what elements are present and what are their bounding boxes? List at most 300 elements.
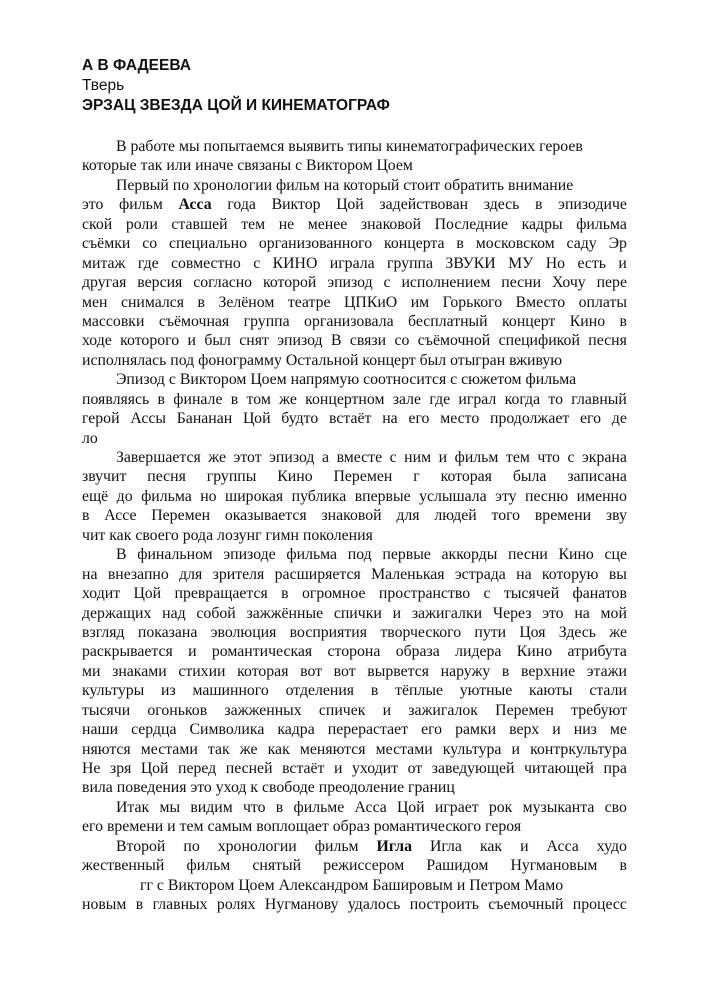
- word: менее: [307, 215, 348, 233]
- word: оплаты: [578, 293, 627, 311]
- word: но: [200, 487, 217, 505]
- word: задействован: [379, 196, 469, 214]
- word: от: [407, 760, 423, 777]
- word: лидера: [455, 643, 502, 661]
- word: играет: [434, 798, 479, 816]
- word: группы: [206, 468, 257, 486]
- word: согласно: [193, 274, 253, 292]
- word: огоньков: [147, 701, 208, 719]
- word: местами: [375, 740, 433, 758]
- word: песня: [588, 332, 627, 350]
- word: роли: [125, 215, 158, 233]
- text-line: Первый по хронологии фильм на который стоит обратить внимание: [116, 176, 574, 194]
- word: съемочный: [488, 896, 564, 914]
- word: Перемен: [151, 507, 211, 525]
- word: митаж: [82, 254, 126, 272]
- word: играл: [458, 390, 497, 408]
- text-line: [82, 467, 627, 486]
- word: по: [183, 837, 200, 855]
- word: съёмочная: [158, 312, 230, 330]
- word: эпизод: [327, 274, 373, 292]
- word: же: [239, 740, 258, 758]
- word: же: [279, 390, 297, 408]
- word: меняются: [299, 740, 366, 758]
- text-line: [82, 254, 627, 273]
- word: снят: [239, 332, 269, 350]
- word: эпизодиче: [558, 196, 627, 214]
- word: держащих: [82, 604, 152, 622]
- word: на: [574, 604, 590, 622]
- word: Через: [492, 604, 532, 622]
- word: местами: [140, 740, 198, 758]
- word: в: [456, 235, 464, 253]
- word: Кино: [558, 546, 594, 564]
- word: пространство: [378, 585, 471, 603]
- word: организованного: [258, 235, 373, 253]
- word: вместе: [336, 449, 383, 466]
- word: Асса: [546, 837, 579, 855]
- word: песня: [147, 468, 186, 486]
- word: которую: [541, 565, 599, 583]
- word: Но: [545, 254, 566, 272]
- text-line: исполнялась под фонограмму Остальной концерт был отыгран вживую: [82, 351, 563, 369]
- word: концерта: [384, 235, 445, 253]
- word: же: [609, 623, 627, 641]
- word: с: [253, 254, 261, 272]
- word: и: [552, 721, 561, 739]
- word: рамки: [455, 721, 497, 739]
- word: Кино: [516, 643, 553, 661]
- word: так: [207, 740, 230, 758]
- word: собой: [196, 604, 236, 622]
- text-line: [82, 331, 627, 350]
- word: будто: [281, 410, 319, 428]
- word: и: [382, 701, 392, 719]
- word: Игла: [429, 837, 462, 855]
- word: Нугманову: [264, 896, 339, 914]
- word: Вместо: [515, 293, 566, 311]
- word: ним: [404, 449, 432, 466]
- word: Цой: [242, 410, 271, 428]
- word: главных: [152, 896, 208, 914]
- word: где: [137, 254, 159, 272]
- word: сторона: [327, 643, 381, 661]
- word: музыканта: [522, 798, 595, 816]
- word: каюты: [528, 682, 573, 700]
- word: в: [281, 585, 289, 603]
- word: новым: [82, 896, 127, 914]
- word: то: [548, 390, 563, 408]
- word: есть: [577, 254, 606, 272]
- word: того: [491, 507, 521, 525]
- word: и: [188, 643, 197, 661]
- word: Цой: [336, 196, 364, 214]
- word: над: [162, 604, 186, 622]
- word: играла: [329, 254, 375, 272]
- text-line: [82, 895, 627, 914]
- word: на: [82, 565, 98, 583]
- word: песни: [508, 546, 548, 564]
- word: впервые: [354, 487, 411, 505]
- word: ходит: [82, 585, 121, 603]
- word: была: [512, 468, 547, 486]
- text-line: [82, 662, 627, 681]
- word: Кино: [277, 468, 313, 486]
- word: звучит: [82, 468, 127, 486]
- word: этот: [233, 449, 262, 466]
- word: оказывается: [224, 507, 307, 525]
- word: пра: [603, 760, 627, 777]
- word: в: [82, 507, 90, 525]
- word: же: [208, 449, 227, 466]
- word: Ассы: [130, 410, 166, 428]
- word: что: [242, 798, 266, 816]
- word: наружу: [440, 662, 491, 680]
- word: и: [438, 449, 448, 466]
- word: режиссером: [323, 857, 405, 875]
- word: на: [516, 565, 532, 583]
- word: для: [179, 565, 203, 583]
- word: низ: [573, 721, 597, 739]
- word: превращается: [174, 585, 268, 603]
- word: со: [142, 235, 158, 253]
- article-body: [82, 137, 627, 915]
- word: концертном: [305, 390, 385, 408]
- word: и: [520, 837, 529, 855]
- word: широкая: [225, 487, 284, 505]
- word: г: [413, 468, 420, 486]
- word: встаёт: [329, 410, 372, 428]
- word: огромное: [302, 585, 366, 603]
- word: Нугмановым: [510, 857, 598, 875]
- text-line: вила поведения это уход к свободе преодоление границ: [82, 779, 455, 797]
- word: Цой: [133, 585, 162, 603]
- text-line: [82, 681, 627, 700]
- word: версия: [137, 274, 183, 292]
- text-line: [82, 642, 627, 661]
- word: образа: [395, 643, 440, 661]
- word: здесь: [483, 196, 520, 214]
- word: с: [483, 585, 491, 603]
- word: снимался: [120, 293, 185, 311]
- word: Цой: [397, 798, 425, 816]
- word: Цоя: [519, 623, 546, 641]
- text-line: [82, 293, 627, 312]
- text-line: [82, 740, 627, 759]
- word: няются: [82, 740, 131, 758]
- word: Завершается: [116, 449, 201, 466]
- word: тем: [505, 449, 530, 466]
- word: сце: [604, 546, 627, 564]
- word: в: [230, 390, 239, 408]
- word: восприятия: [289, 623, 368, 641]
- word: которой: [262, 274, 317, 292]
- text-line: чит как своего рода лозунг гимн поколения: [82, 526, 373, 544]
- word: Эр: [608, 235, 627, 253]
- word: кадра: [277, 721, 315, 739]
- word: культуры: [82, 682, 145, 700]
- word: кадры: [521, 215, 563, 233]
- word: рок: [488, 798, 513, 816]
- word: сво: [604, 798, 627, 816]
- word: мен: [82, 293, 108, 311]
- text-line: гг с Виктором Цоем Александром Башировым и Петром Мамо: [140, 876, 564, 894]
- word: эпизоде: [223, 546, 276, 564]
- word: времени: [534, 507, 592, 525]
- word: что: [537, 449, 560, 466]
- word: встаёт: [282, 760, 325, 777]
- word: года: [227, 196, 256, 214]
- word: на: [382, 410, 398, 428]
- word: когда: [504, 390, 541, 408]
- text-line: [82, 623, 627, 642]
- word: зажжённые: [246, 604, 324, 622]
- word: ролях: [216, 896, 256, 914]
- text-line: [82, 195, 627, 214]
- word: театре: [287, 293, 331, 311]
- word: для: [396, 507, 420, 525]
- word: Зелёном: [218, 293, 275, 311]
- word: Асса: [354, 798, 387, 816]
- text-line: [82, 584, 627, 603]
- word: культура: [442, 740, 502, 758]
- text-line: [82, 545, 627, 564]
- word: Цой: [140, 760, 169, 777]
- word: МУ: [508, 254, 534, 272]
- word: Виктор: [271, 196, 321, 214]
- word: и: [511, 740, 520, 758]
- word: а: [322, 449, 330, 466]
- word: до: [116, 487, 133, 505]
- text-line: его времени и тем самым воплощает образ романтического героя: [82, 818, 522, 836]
- word: заведующей: [431, 760, 515, 777]
- text-line: [82, 273, 627, 292]
- text-line: [82, 798, 627, 817]
- word: Асса: [178, 196, 212, 214]
- word: удалось: [347, 896, 401, 914]
- word: зажигалок: [408, 701, 478, 719]
- word: худо: [596, 837, 627, 855]
- word: фильм: [186, 857, 231, 875]
- text-line: [82, 234, 627, 253]
- word: связи: [349, 332, 387, 350]
- text-line: [82, 565, 627, 584]
- word: фильм: [119, 196, 163, 214]
- word: песню: [525, 487, 569, 505]
- word: им: [410, 293, 430, 311]
- word: построить: [409, 896, 479, 914]
- word: фильме: [293, 798, 345, 816]
- word: читающей: [524, 760, 594, 777]
- text-line: [82, 448, 627, 467]
- word: снятый: [252, 857, 302, 875]
- word: в: [619, 857, 627, 875]
- word: пере: [596, 274, 627, 292]
- word: творческого: [380, 623, 462, 641]
- word: ской: [82, 215, 113, 233]
- text-line: [82, 312, 627, 331]
- word: и: [618, 254, 627, 272]
- word: взгляд: [82, 623, 125, 641]
- word: его: [408, 410, 430, 428]
- word: процесс: [572, 896, 627, 914]
- word: концерт: [502, 312, 556, 330]
- word: стихии: [178, 662, 226, 680]
- word: уютные: [459, 682, 513, 700]
- word: организовала: [304, 312, 394, 330]
- text-line: [82, 856, 627, 875]
- word: и: [334, 760, 343, 777]
- text-line: [82, 409, 627, 428]
- word: тысячи: [82, 701, 131, 719]
- word: под: [347, 546, 372, 564]
- word: Перемен: [495, 701, 554, 719]
- word: перед: [177, 760, 217, 777]
- word: знаковой: [321, 507, 382, 525]
- word: атрибута: [567, 643, 627, 661]
- word: Кино: [569, 312, 606, 330]
- word: романтическая: [211, 643, 313, 661]
- word: его: [421, 721, 443, 739]
- word: песни: [501, 274, 542, 292]
- word: с: [389, 449, 397, 466]
- word: требуют: [571, 701, 627, 719]
- word: Символика: [189, 721, 265, 739]
- word: в: [135, 896, 144, 914]
- word: тёплые: [395, 682, 443, 700]
- text-line: [82, 720, 627, 739]
- word: эту: [495, 487, 517, 505]
- word: зажженных: [224, 701, 302, 719]
- article-title: ЭРЗАЦ ЗВЕЗДА ЦОЙ И КИНЕМАТОГРАФ: [82, 97, 390, 114]
- word: зву: [605, 507, 627, 525]
- word: тем: [241, 215, 266, 233]
- word: в: [370, 682, 379, 700]
- word: верхние: [521, 662, 576, 680]
- word: группа: [387, 254, 434, 272]
- word: его: [580, 410, 602, 428]
- word: наши: [82, 721, 119, 739]
- word: в: [197, 293, 205, 311]
- word: не: [278, 215, 295, 233]
- word: со: [394, 332, 410, 350]
- word: тысячей: [503, 585, 560, 603]
- word: как: [479, 837, 503, 855]
- word: КИНО: [272, 254, 318, 272]
- word: вы: [608, 565, 627, 583]
- word: финальном: [137, 546, 213, 564]
- word: пути: [474, 623, 507, 641]
- word: вырвется: [367, 662, 429, 680]
- word: саду: [566, 235, 597, 253]
- word: в: [275, 798, 284, 816]
- word: В: [116, 546, 127, 564]
- word: Ассе: [104, 507, 137, 525]
- text-line: ло: [82, 429, 98, 447]
- word: спичек: [318, 701, 366, 719]
- word: мой: [600, 604, 627, 622]
- word: машинного: [192, 682, 269, 700]
- word: ставшей: [171, 215, 228, 233]
- word: и: [187, 332, 196, 350]
- word: видим: [190, 798, 233, 816]
- word: Рашидом: [426, 857, 489, 875]
- word: раскрывается: [82, 643, 173, 661]
- word: вот: [300, 662, 323, 680]
- text-line: [82, 759, 627, 778]
- word: зрителя: [212, 565, 265, 583]
- word: мы: [159, 798, 181, 816]
- word: где: [429, 390, 451, 408]
- word: массовки: [82, 312, 145, 330]
- word: услышала: [419, 487, 487, 505]
- word: Хочу: [551, 274, 586, 292]
- word: контркультура: [530, 740, 627, 758]
- word: Итак: [116, 798, 150, 816]
- author-name: А В ФАДЕЕВА: [82, 57, 191, 74]
- word: хронологии: [217, 837, 297, 855]
- word: фильма: [141, 487, 192, 505]
- word: фильма: [286, 546, 338, 564]
- word: в: [535, 196, 543, 214]
- word: финале: [173, 390, 223, 408]
- word: песней: [225, 760, 273, 777]
- word: как: [267, 740, 290, 758]
- word: зажигалки: [411, 604, 483, 622]
- word: исполнением: [401, 274, 491, 292]
- word: эпизод: [269, 449, 315, 466]
- word: фильма: [576, 215, 627, 233]
- word: ми: [82, 662, 101, 680]
- word: с: [567, 449, 575, 466]
- word: публика: [291, 487, 347, 505]
- word: зря: [109, 760, 132, 777]
- word: том: [246, 390, 271, 408]
- word: записана: [567, 468, 627, 486]
- word: ме: [609, 721, 627, 739]
- word: которая: [440, 468, 492, 486]
- word: бесплатный: [408, 312, 488, 330]
- word: герой: [82, 410, 120, 428]
- word: появляясь: [82, 390, 150, 408]
- text-line: [82, 701, 627, 720]
- word: показана: [137, 623, 198, 641]
- word: эпизод: [277, 332, 323, 350]
- word: жественный: [82, 857, 165, 875]
- word: отделения: [285, 682, 355, 700]
- word: Второй: [116, 837, 166, 855]
- word: ЦПКиО: [344, 293, 398, 311]
- word: съёмки: [82, 235, 131, 253]
- word: главный: [571, 390, 627, 408]
- text-line: [82, 506, 627, 525]
- word: экрана: [582, 449, 627, 466]
- word: место: [440, 410, 480, 428]
- word: Горького: [442, 293, 503, 311]
- word: московском: [475, 235, 555, 253]
- text-line: В работе мы попытаемся выявить типы кинематографических героев: [116, 138, 583, 155]
- word: эстрада: [454, 565, 506, 583]
- text-line: которые так или иначе связаны с Виктором Цоем: [82, 157, 413, 175]
- word: фанатов: [572, 585, 627, 603]
- text-line: Эпизод с Виктором Цоем напрямую соотносится с сюжетом фильма: [116, 371, 577, 389]
- author-city: Тверь: [82, 77, 125, 94]
- word: из: [161, 682, 176, 700]
- word: съёмочной: [417, 332, 491, 350]
- text-line: [82, 604, 627, 623]
- word: расширяется: [274, 565, 361, 583]
- word: перерастает: [327, 721, 409, 739]
